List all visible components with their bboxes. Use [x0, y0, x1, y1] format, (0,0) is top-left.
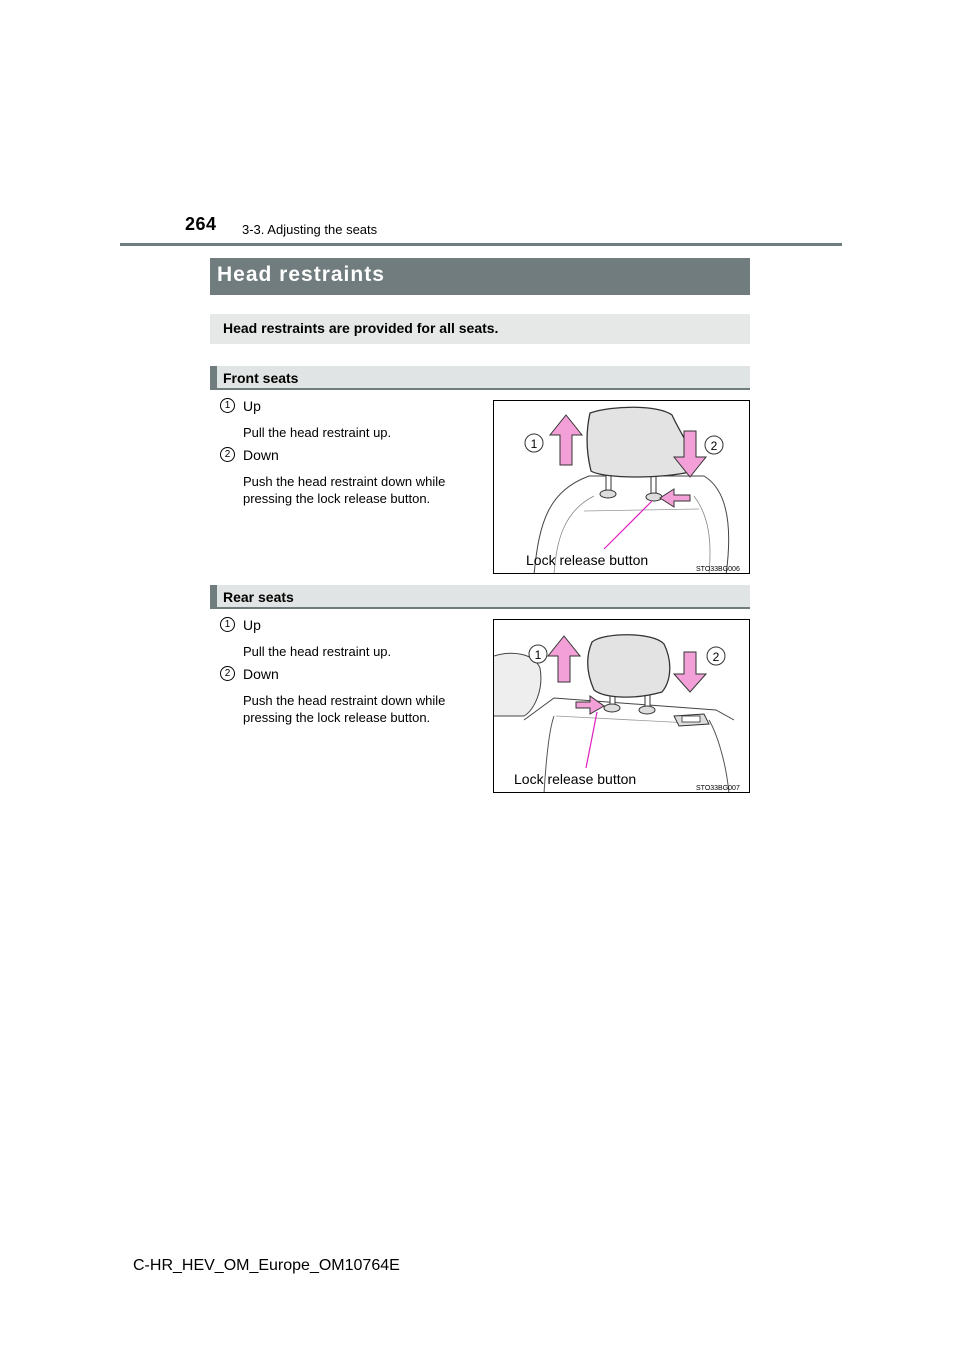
front-lock-release-label: Lock release button: [526, 552, 649, 568]
rear-callout-2: 2: [712, 650, 720, 664]
rear-lock-release-label: Lock release button: [514, 771, 637, 787]
rear-up-arrow: [548, 636, 580, 682]
document-footer: C-HR_HEV_OM_Europe_OM10764E: [133, 1257, 400, 1274]
front-item-2-desc: Push the head restraint down while pressing the lock release button.: [243, 474, 446, 506]
intro-text: Head restraints are provided for all seats.: [210, 314, 750, 344]
front-up-arrow: [550, 415, 582, 465]
front-item-2-number: 2: [220, 447, 235, 462]
rear-push-arrow: [576, 696, 604, 714]
front-figure-code: STO33BG006: [696, 566, 740, 573]
rear-figure-code: STO33BG007: [696, 785, 740, 792]
rear-seats-heading: Rear seats: [210, 585, 750, 609]
front-push-arrow: [660, 489, 690, 507]
front-seat-figure: [493, 400, 750, 574]
rear-callout-1: 1: [534, 648, 542, 662]
front-item-1-number: 1: [220, 398, 235, 413]
page-title: Head restraints: [210, 258, 750, 295]
rear-item-2-label: Down: [243, 666, 279, 682]
front-seats-heading: Front seats: [210, 366, 750, 390]
front-item-1-desc: Pull the head restraint up.: [243, 425, 392, 440]
rear-item-1-label: Up: [243, 617, 261, 633]
rear-item-1-number: 1: [220, 617, 235, 632]
rear-seat-figure: [493, 619, 750, 793]
rear-down-arrow: [674, 652, 706, 692]
front-callout-2: 2: [710, 439, 718, 453]
rear-item-2-desc: Push the head restraint down while pressing the lock release button.: [243, 693, 446, 725]
header-rule: [120, 243, 842, 246]
front-item-2-label: Down: [243, 447, 279, 463]
rear-item-2-number: 2: [220, 666, 235, 681]
front-item-1-label: Up: [243, 398, 261, 414]
section-header: 3-3. Adjusting the seats: [242, 222, 378, 237]
front-callout-1: 1: [530, 437, 538, 451]
page-number: 264: [185, 214, 217, 234]
rear-item-1-desc: Pull the head restraint up.: [243, 644, 392, 659]
